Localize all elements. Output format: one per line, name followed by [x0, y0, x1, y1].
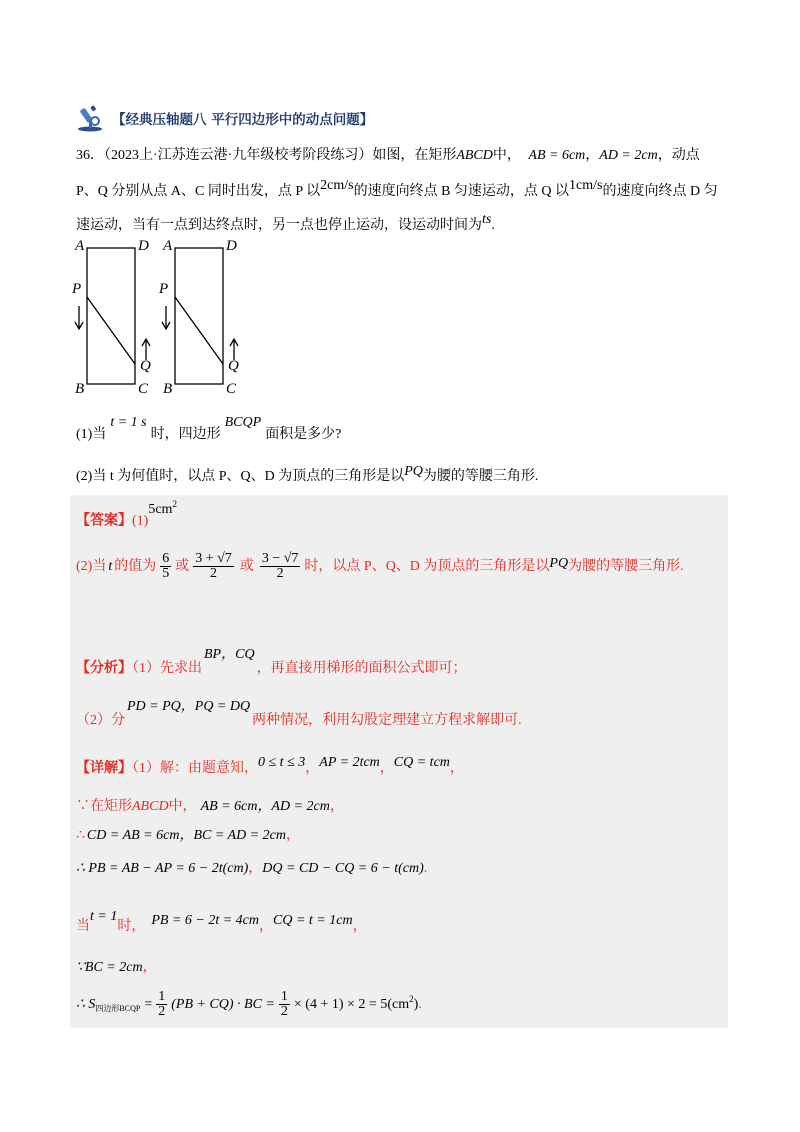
fraction-3-minus-root7: $\frac{3 - √7}{2}$ [261, 551, 299, 581]
fraction-6-5: $\frac{6}{5}$ [162, 551, 170, 581]
detail-line-1: 【详解】（1）解：由题意知，0 ≤ t ≤ 3，AP = 2tcm，CQ = tcm， [76, 755, 464, 776]
answer-line-2: (2)当 t 的值为 $\frac{6}{5}$ 或 $\frac{3 + √7}{2}$ 或 $\frac{3 - √7}{2}$ 时，以点 P、Q、D 为顶点的三角形是以 PQ 为腰的等腰三角形. [76, 551, 684, 581]
detail-line-2: ∵在矩形ABCD中， AB = 6cm，AD = 2cm， [76, 799, 344, 814]
answer-line-1: 【答案】$(1)5cm^2$ [76, 499, 177, 529]
detail-label: 【详解】 [76, 761, 132, 776]
segment-pq-left [87, 297, 135, 364]
question-2: (2)当 t 为何值时，以点 P、Q、D 为顶点的三角形是以PQ为腰的等腰三角形. [76, 464, 539, 484]
fraction-3-plus-root7: $\frac{3 + √7}{2}$ [195, 551, 232, 581]
fraction-one-half-b: $\frac{1}{2}$ [280, 989, 288, 1019]
fraction-one-half-a: $\frac{1}{2}$ [158, 989, 166, 1019]
question-1: (1)当t = 1 s时，四边形BCQP面积是多少? [76, 415, 342, 442]
section-header [76, 104, 373, 132]
detail-line-5: 当t = 1时， PB = 6 − 2t = 4cm，CQ = t = 1cm， [76, 909, 367, 934]
label-c-left: C [138, 381, 149, 397]
rect-right [175, 248, 223, 384]
microscope-icon [76, 104, 106, 132]
label-q-right: Q [228, 358, 239, 374]
analysis-label: 【分析】 [76, 661, 132, 676]
label-a-left: A [75, 238, 85, 254]
detail-line-3: ∴ CD = AB = 6cm，BC = AD = 2cm， [76, 828, 300, 843]
label-d-left: D [138, 238, 149, 254]
analysis-line-1: 【分析】（1）先求出BP，CQ，再直接用梯形的面积公式即可； [76, 647, 467, 676]
detail-line-7: ∴ S $_{四边形BCQP}$ = $\frac{1}{2}$ (PB + CQ) · BC = $\frac{1}{2}$ × (4 + 1) × 2 = 5(cm $^2$ ) . [76, 989, 422, 1019]
label-p-left: P [72, 281, 82, 297]
problem-line-2: P、Q 分别从点 A、C 同时出发，点 P 以2cm/s的速度向终点 B 匀速运动，点 Q 以1cm/s的速度向终点 D 匀 [76, 178, 718, 199]
label-a-right: A [163, 238, 173, 254]
label-c-right: C [226, 381, 237, 397]
segment-pq-right [175, 297, 223, 364]
answer-label: 【答案】 [76, 513, 132, 529]
label-q-left: Q [140, 358, 151, 374]
detail-line-6: ∵BC = 2cm， [76, 960, 157, 975]
section-title: 【经典压轴题八 平行四边形中的动点问题】 [112, 112, 374, 128]
label-b-left: B [75, 381, 85, 397]
rect-left [87, 248, 135, 384]
label-p-right: P [159, 281, 169, 297]
label-b-right: B [163, 381, 173, 397]
detail-line-4: ∴ PB = AB − AP = 6 − 2t(cm)，DQ = CD − CQ = 6 − t(cm). [76, 861, 428, 876]
label-d-right: D [226, 238, 237, 254]
analysis-line-2: （2）分PD = PQ，PQ = DQ两种情况，利用勾股定理建立方程求解即可. [76, 699, 522, 728]
problem-line-1: 36．（2023上·江苏连云港·九年级校考阶段练习）如图，在矩形ABCD中， AB = 6cm，AD = 2cm，动点 [76, 148, 700, 163]
problem-line-3: 速运动，当有一点到达终点时，另一点也停止运动，设运动时间为ts. [76, 212, 495, 233]
